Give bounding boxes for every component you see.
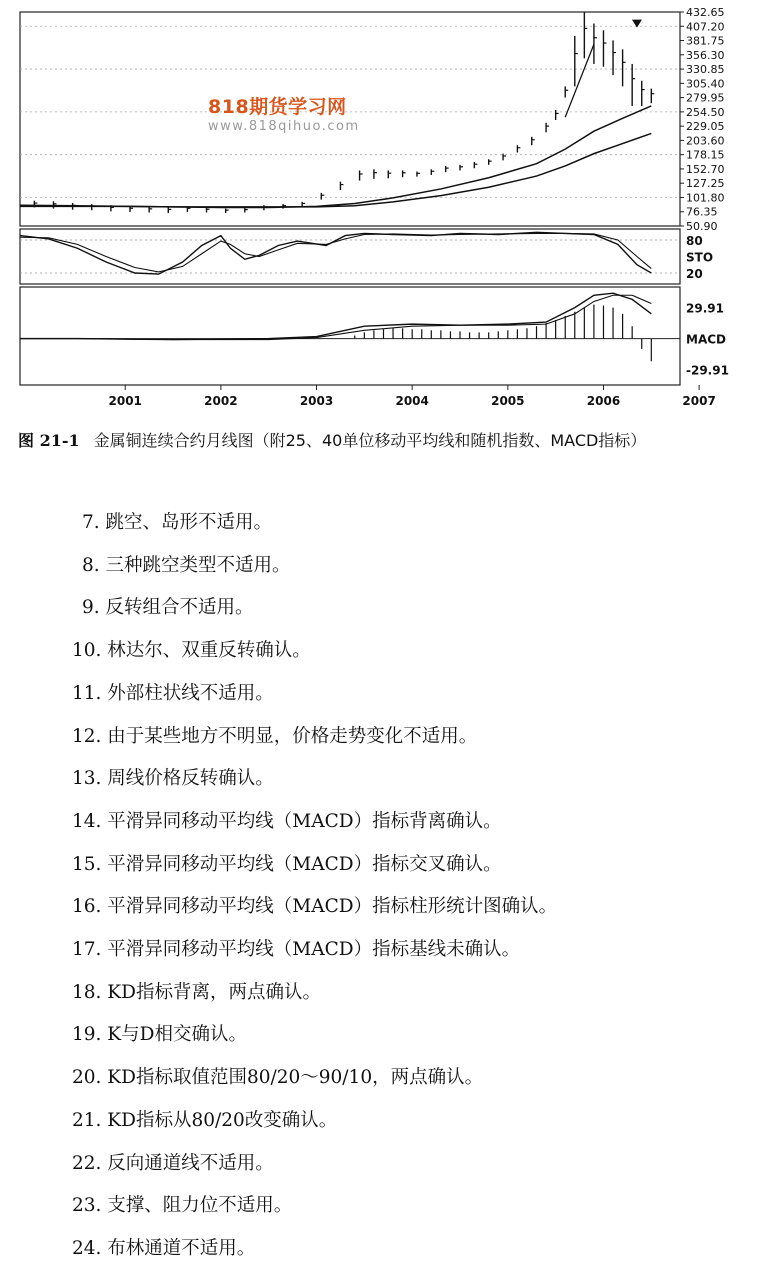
sto-tick-label: 20 (686, 267, 703, 281)
macd-panel-frame (20, 287, 680, 385)
list-item: 7. 跳空、岛形不适用。 (82, 512, 273, 533)
price-tick-label: 203.60 (686, 134, 725, 148)
price-tick-label: 50.90 (686, 220, 718, 233)
sto-d-line (20, 233, 651, 272)
list-item: 15. 平滑异同移动平均线（MACD）指标交叉确认。 (72, 853, 502, 875)
x-tick-label: 2006 (586, 394, 621, 408)
x-tick-label: 2004 (395, 394, 429, 408)
figure-caption-text: 金属铜连续合约月线图（附25、40单位移动平均线和随机指数、MACD指标） (93, 431, 647, 450)
watermark-url: www.818qihuo.com (208, 119, 360, 134)
watermark-title: 818期货学习网 (208, 96, 347, 118)
ma40-line (20, 133, 651, 206)
price-tick-label: 381.75 (686, 34, 725, 48)
list-item: 18. KD指标背离，两点确认。 (72, 981, 321, 1003)
figure-caption (18, 426, 748, 456)
x-tick-label: 2007 (682, 394, 716, 408)
list-item: 12. 由于某些地方不明显，价格走势变化不适用。 (72, 725, 478, 747)
list-item: 11. 外部柱状线不适用。 (72, 682, 274, 704)
macd-line (20, 293, 651, 339)
price-tick-label: 152.70 (686, 162, 725, 176)
macd-tick-label: -29.91 (686, 363, 729, 378)
sto-axis-label: STO (686, 250, 714, 265)
price-tick-label: 432.65 (686, 6, 725, 19)
price-tick-label: 178.15 (686, 148, 725, 162)
sto-k-line (20, 232, 651, 274)
trend-line (565, 44, 594, 117)
price-tick-label: 76.35 (686, 205, 718, 219)
figure-number: 图 21-1 (18, 431, 80, 450)
x-tick-label: 2005 (491, 394, 525, 408)
price-tick-label: 356.30 (686, 48, 725, 62)
list-item: 8. 三种跳空类型不适用。 (82, 554, 291, 576)
x-tick-label: 2003 (299, 394, 334, 408)
copper-monthly-chart (0, 0, 758, 412)
price-tick-label: 305.40 (686, 77, 725, 91)
list-item: 13. 周线价格反转确认。 (72, 768, 274, 790)
macd-axis-label: MACD (686, 332, 726, 347)
price-tick-label: 127.25 (686, 177, 725, 191)
price-tick-label: 330.85 (686, 63, 725, 77)
list-item: 17. 平滑异同移动平均线（MACD）指标基线未确认。 (72, 939, 521, 960)
x-tick-label: 2001 (108, 394, 142, 408)
sto-tick-label: 80 (686, 234, 703, 248)
list-item: 21. KD指标从80/20改变确认。 (72, 1109, 338, 1131)
macd-tick-label: 29.91 (686, 301, 724, 316)
price-tick-label: 279.95 (686, 91, 725, 105)
list-item: 20. KD指标取值范围80/20～90/10，两点确认。 (72, 1067, 484, 1089)
price-tick-label: 254.50 (686, 105, 725, 119)
watermark (208, 92, 360, 134)
price-tick-label: 407.20 (686, 20, 725, 34)
list-item: 24. 布林通道不适用。 (72, 1237, 256, 1259)
list-item: 10. 林达尔、双重反转确认。 (72, 640, 311, 662)
list-item: 16. 平滑异同移动平均线（MACD）指标柱形统计图确认。 (72, 896, 558, 918)
list-item: 9. 反转组合不适用。 (82, 597, 254, 619)
list-item: 22. 反向通道线不适用。 (72, 1152, 274, 1174)
x-tick-label: 2002 (204, 394, 238, 408)
list-item: 19. K与D相交确认。 (72, 1024, 247, 1046)
list-item: 14. 平滑异同移动平均线（MACD）指标背离确认。 (72, 810, 502, 832)
price-tick-label: 101.80 (686, 191, 725, 205)
price-tick-label: 229.05 (686, 120, 725, 134)
chart-svg (0, 0, 758, 412)
list-item: 23. 支撑、阻力位不适用。 (72, 1195, 293, 1217)
